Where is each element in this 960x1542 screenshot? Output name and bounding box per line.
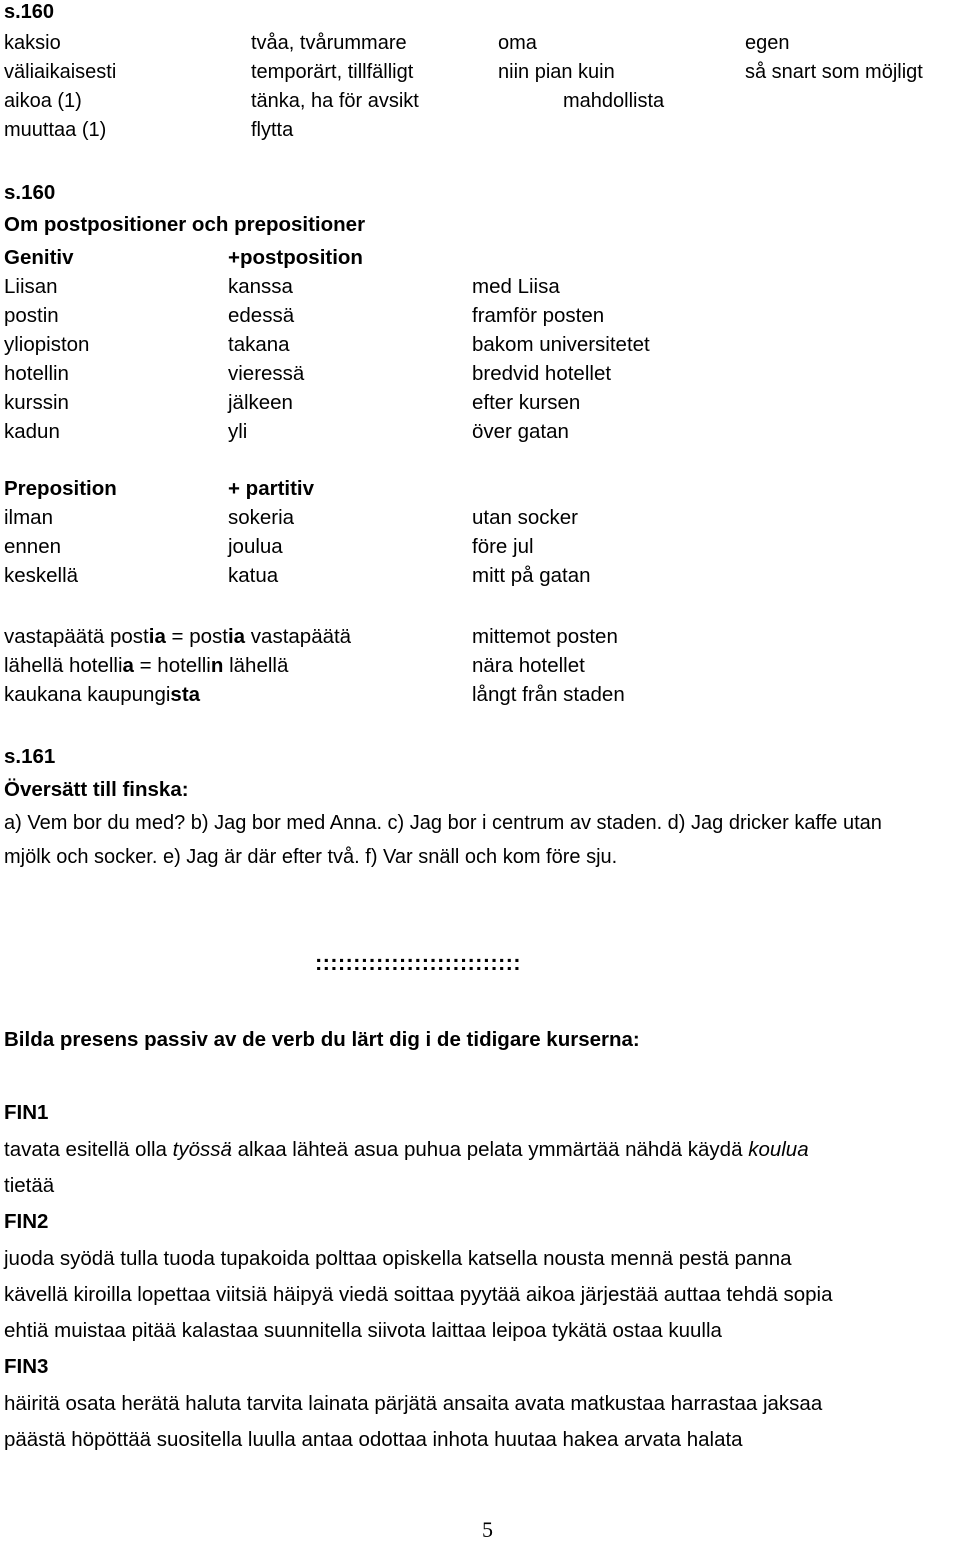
translation-cell: bredvid hotellet (472, 362, 612, 385)
postposition-cell: takana (228, 333, 290, 356)
postposition-cell: yli (228, 420, 248, 443)
verb-list-line: häiritä osata herätä haluta tarvita lainata pärjätä ansaita avata matkustaa harrastaa jaksaa (4, 1392, 823, 1415)
vocab-cell: oma (498, 32, 537, 54)
genitive-cell: kurssin (4, 391, 69, 414)
exercise-page-ref: s.161 (4, 745, 56, 768)
translation-cell: över gatan (472, 420, 569, 443)
genitive-cell: kadun (4, 420, 60, 443)
postposition-cell: jälkeen (228, 391, 293, 414)
translation-cell: bakom universitetet (472, 333, 650, 356)
partitive-cell: katua (228, 564, 279, 587)
exercise-title: Översätt till finska: (4, 778, 189, 801)
vocab-cell: kaksio (4, 32, 61, 54)
vocab-cell: aikoa (1) (4, 90, 82, 112)
vocab-cell: muuttaa (1) (4, 119, 107, 141)
exercise-text-line: a) Vem bor du med? b) Jag bor med Anna. c) Jag bor i centrum av staden. d) Jag dricker kaffe utan (4, 812, 882, 834)
postposition-cell: kanssa (228, 275, 293, 298)
genitive-header: Genitiv (4, 246, 74, 269)
preposition-cell: ilman (4, 506, 53, 529)
passive-title: Bilda presens passiv av de verb du lärt dig i de tidigare kurserna: (4, 1028, 640, 1051)
preposition-cell: keskellä (4, 564, 79, 587)
vocab-cell: tvåa, tvårummare (251, 32, 407, 54)
genitive-cell: postin (4, 304, 59, 327)
genitive-cell: hotellin (4, 362, 69, 385)
translation-cell: mittemot posten (472, 625, 618, 648)
vocab-page-ref: s.160 (4, 1, 55, 23)
preposition-header: Preposition (4, 477, 117, 500)
translation-cell: långt från staden (472, 683, 625, 706)
vocab-cell: mahdollista (563, 90, 665, 112)
vocab-cell: egen (745, 32, 790, 54)
vocab-cell: temporärt, tillfälligt (251, 61, 414, 83)
vocab-cell: flytta (251, 119, 294, 141)
verb-list-line: juoda syödä tulla tuoda tupakoida polttaa opiskella katsella nousta mennä pestä panna (4, 1247, 792, 1270)
translation-cell: utan socker (472, 506, 578, 529)
postposition-header: +postposition (228, 246, 363, 269)
verb-list-line: tietää (4, 1174, 55, 1197)
grammar-title: Om postpositioner och prepositioner (4, 213, 366, 236)
vocab-cell: så snart som möjligt (745, 61, 923, 83)
vocab-cell: niin pian kuin (498, 61, 615, 83)
partitive-header: + partitiv (228, 477, 315, 500)
translation-cell: med Liisa (472, 275, 560, 298)
vocab-cell: tänka, ha för avsikt (251, 90, 419, 112)
genitive-cell: Liisan (4, 275, 58, 298)
translation-cell: nära hotellet (472, 654, 585, 677)
page-number: 5 (482, 1517, 493, 1542)
translation-cell: efter kursen (472, 391, 581, 414)
vocab-cell: väliaikaisesti (4, 61, 117, 83)
fin2-label: FIN2 (4, 1210, 49, 1233)
verb-list-line: kävellä kiroilla lopettaa viitsiä häipyä viedä soittaa pyytää aikoa järjestää auttaa tehdä sopia (4, 1283, 833, 1306)
fin1-label: FIN1 (4, 1101, 49, 1124)
example-vastapaata: vastapäätä postia = postia vastapäätä (4, 625, 352, 648)
section-separator: ::::::::::::::::::::::::::: (315, 950, 521, 975)
translation-cell: framför posten (472, 304, 605, 327)
partitive-cell: joulua (228, 535, 283, 558)
preposition-cell: ennen (4, 535, 62, 558)
verb-list-line: tavata esitellä olla työssä alkaa lähteä asua puhua pelata ymmärtää nähdä käydä koulua (4, 1138, 809, 1161)
translation-cell: före jul (472, 535, 534, 558)
grammar-page-ref: s.160 (4, 181, 56, 204)
partitive-cell: sokeria (228, 506, 295, 529)
genitive-cell: yliopiston (4, 333, 90, 356)
postposition-cell: edessä (228, 304, 295, 327)
postposition-cell: vieressä (228, 362, 305, 385)
example-lahella: lähellä hotellia = hotellin lähellä (4, 654, 289, 677)
example-kaukana: kaukana kaupungista (4, 683, 201, 706)
translation-cell: mitt på gatan (472, 564, 591, 587)
verb-list-line: ehtiä muistaa pitää kalastaa suunnitella siivota laittaa leipoa tykätä ostaa kuulla (4, 1319, 722, 1342)
fin3-label: FIN3 (4, 1355, 49, 1378)
verb-list-line: päästä höpöttää suositella luulla antaa odottaa inhota huutaa hakea arvata halata (4, 1428, 743, 1451)
exercise-text-line: mjölk och socker. e) Jag är där efter två. f) Var snäll och kom före sju. (4, 846, 618, 868)
